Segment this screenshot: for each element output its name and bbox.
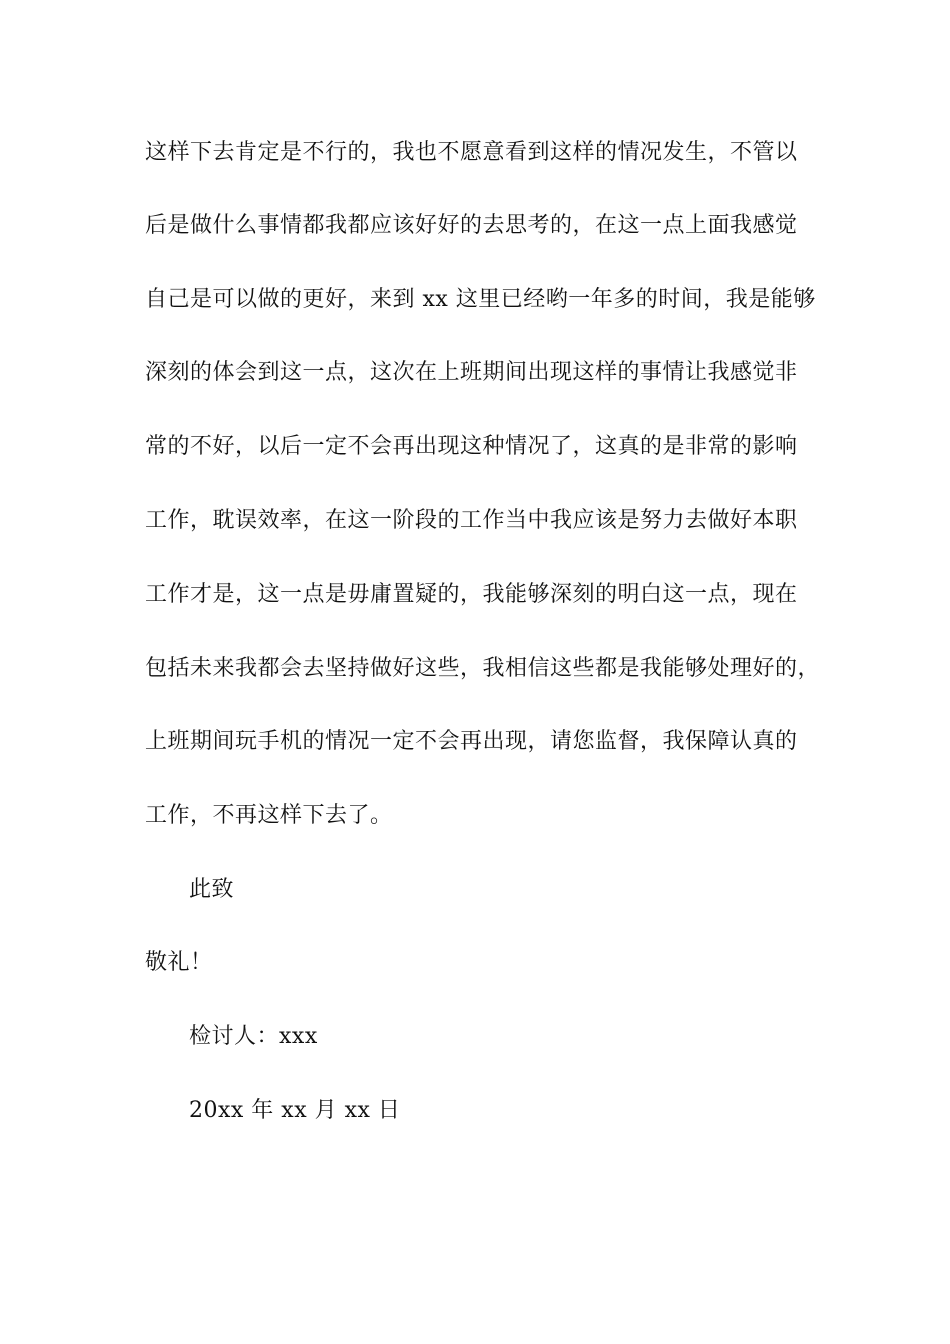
closing-jing-li: 敬礼！ [145,950,213,975]
body-line-4: 深刻的体会到这一点，这次在上班期间出现这样的事情让我感觉非 [145,360,798,385]
body-line-8: 包括未来我都会去坚持做好这些，我相信这些都是我能够处理好的， [145,656,821,681]
body-line-10: 工作，不再这样下去了。 [145,803,393,828]
signature-date: 20xx 年 xx 月 xx 日 [189,1098,401,1123]
closing-ci-zhi: 此致 [189,877,235,902]
body-line-7: 工作才是，这一点是毋庸置疑的，我能够深刻的明白这一点，现在 [145,582,798,607]
signature-author: 检讨人：xxx [189,1024,318,1049]
body-line-3: 自己是可以做的更好，来到 xx 这里已经哟一年多的时间，我是能够 [145,287,816,312]
body-line-5: 常的不好，以后一定不会再出现这种情况了，这真的是非常的影响 [145,434,798,459]
body-line-2: 后是做什么事情都我都应该好好的去思考的，在这一点上面我感觉 [145,213,798,238]
body-line-1: 这样下去肯定是不行的，我也不愿意看到这样的情况发生，不管以 [145,140,798,165]
body-line-9: 上班期间玩手机的情况一定不会再出现，请您监督，我保障认真的 [145,729,798,754]
body-line-6: 工作，耽误效率，在这一阶段的工作当中我应该是努力去做好本职 [145,508,798,533]
